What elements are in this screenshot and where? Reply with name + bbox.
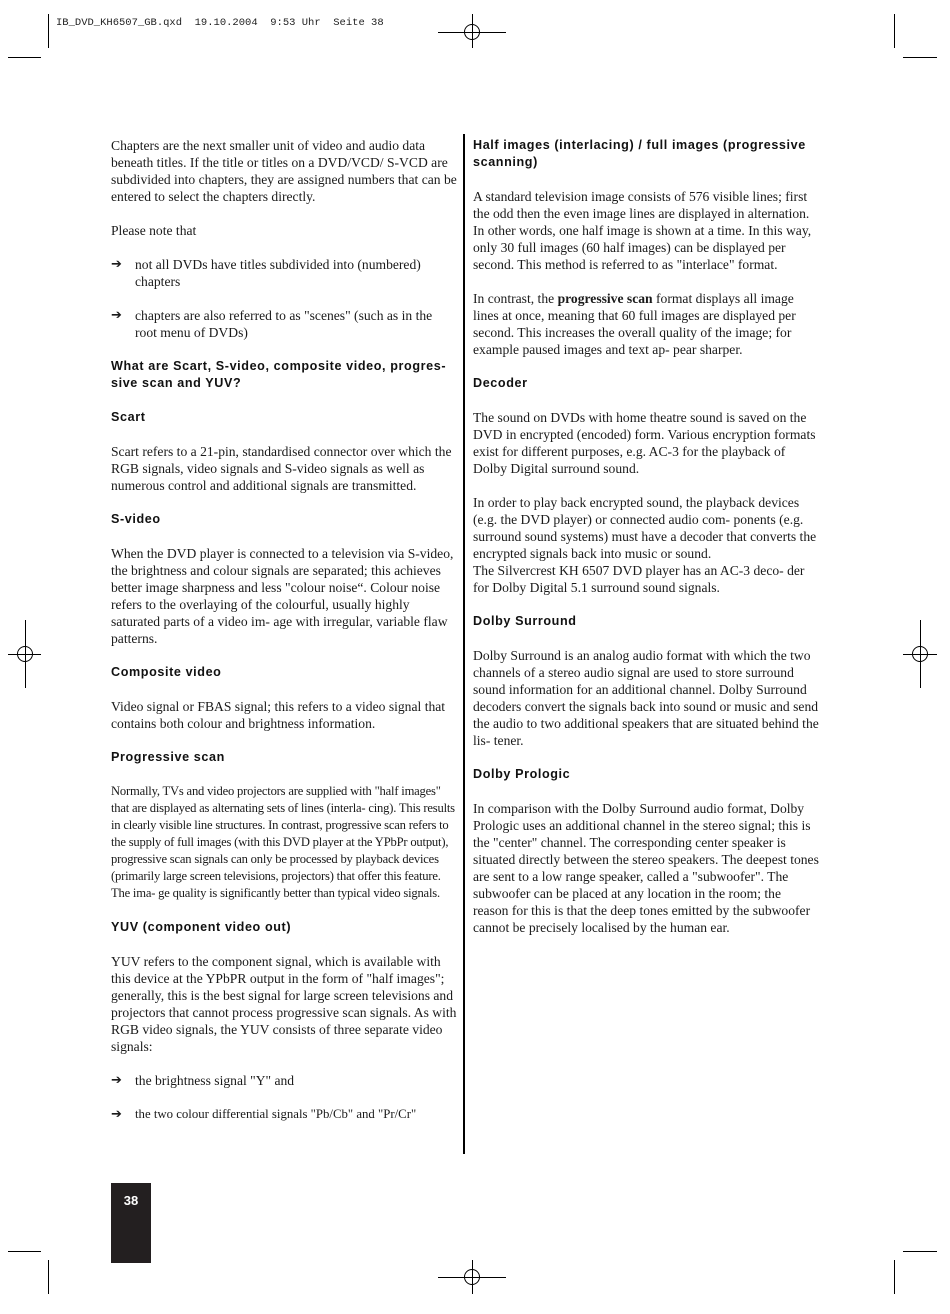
registration-mark-top	[464, 24, 480, 40]
note-bullet-text: not all DVDs have titles subdivided into (numbered) chapters	[135, 257, 421, 289]
svideo-heading: S-video	[111, 512, 161, 526]
registration-mark-left	[17, 646, 33, 662]
scart-paragraph: Scart refers to a 21-pin, standardised connector over which the RGB signals, video signals and S-video signals as well as numerous control and additional signals are transmitted.	[111, 444, 452, 493]
svideo-paragraph: When the DVD player is connected to a television via S-video, the brightness and colour signals are separated; this achieves better image sharpness and less "colour noise“. Colour noise refers to the overlaying of the colourful, usually highly saturated parts of a video im- age with irregular, variable flaw patterns.	[111, 546, 454, 646]
contrast-prefix: In contrast, the	[473, 291, 558, 306]
decoder-paragraph-1: The sound on DVDs with home theatre sound is saved on the DVD in encrypted (encoded) form. Various encryption formats exist for different purposes, e.g. AC-3 for the playback of Dolby Digital surround sound.	[473, 410, 816, 476]
half-images-paragraph: A standard television image consists of 576 visible lines; first the odd then the even image lines are displayed in alternation. In other words, one half image is shown at a time. In this way, only 30 full images (60 half images) can be displayed per second. This method is referred to as "interlace" format.	[473, 189, 812, 272]
column-divider	[463, 134, 465, 1154]
right-column	[473, 137, 819, 953]
dolby-surround-heading: Dolby Surround	[473, 614, 577, 628]
page-number: 38	[123, 1193, 139, 1208]
decoder-heading: Decoder	[473, 376, 528, 390]
crop-mark-top-left-v	[48, 14, 49, 48]
crop-mark-bottom-left-h	[8, 1251, 41, 1252]
note-bullet-text: chapters are also referred to as "scenes" (such as in the root menu of DVDs)	[135, 308, 433, 340]
composite-video-paragraph: Video signal or FBAS signal; this refers to a video signal that contains both colour and brightness information.	[111, 699, 446, 731]
crop-mark-bottom-right-v	[894, 1260, 895, 1294]
progressive-scan-paragraph: Normally, TVs and video projectors are supplied with "half images" that are displayed as alternating sets of lines (interla- cing). This results in clearly visible line structures. In contrast, progressive scan refers to the supply of full images (with this DVD player at the YPbPr output), progressive scan signals can only be processed by playback devices (primarily large screen televisions, projectors) that offer this feature. The ima- ge quality is significantly better than typical video signals.	[111, 784, 455, 900]
arrow-icon: ➔	[111, 1073, 122, 1088]
crop-mark-bottom-left-v	[48, 1260, 49, 1294]
yuv-bullet	[111, 1072, 457, 1089]
decoder-paragraph-3: The Silvercrest KH 6507 DVD player has an AC-3 deco- der for Dolby Digital 5.1 surround sound signals.	[473, 563, 805, 595]
what-are-heading: What are Scart, S-video, composite video, progres- sive scan and YUV?	[111, 359, 447, 390]
decoder-paragraph-2: In order to play back encrypted sound, the playback devices (e.g. the DVD player) or connected audio com- ponents (e.g. surround sound systems) must have a decoder that converts the encrypted signals back into music or sound.	[473, 495, 817, 561]
crop-mark-top-left-h	[8, 57, 41, 58]
crop-mark-top-right-h	[903, 57, 937, 58]
dolby-prologic-paragraph: In comparison with the Dolby Surround audio format, Dolby Prologic uses an additional channel in the stereo signal; this is the "center" channel. The corresponding center speaker is situated directly between the stereo speakers. The deepest tones are sent to a low range speaker, called a "subwoofer". The subwoofer can be placed at any location in the room; the reason for this is that the deep tones emitted by the subwoofer cannot be precisely localised by the human ear.	[473, 801, 819, 935]
composite-video-heading: Composite video	[111, 665, 222, 679]
progressive-scan-term: progressive scan	[557, 291, 653, 306]
left-column	[111, 137, 457, 1140]
progressive-scan-heading: Progressive scan	[111, 750, 225, 764]
progressive-contrast-paragraph	[473, 290, 819, 358]
arrow-icon: ➔	[111, 308, 122, 323]
contrast-suffix: format displays all image lines at once, meaning that 60 full images are displayed per second. This increases the overall quality of the image; for example paused images and text ap- pear sharper.	[473, 291, 796, 357]
arrow-icon: ➔	[111, 1107, 122, 1122]
scart-heading: Scart	[111, 410, 146, 424]
registration-mark-bottom	[464, 1269, 480, 1285]
yuv-bullet	[111, 1106, 457, 1123]
crop-mark-bottom-right-h	[903, 1251, 937, 1252]
dolby-surround-paragraph: Dolby Surround is an analog audio format with which the two channels of a stereo audio signal are used to store surround sound information for an additional channel. Dolby Surround decoders convert the signals back into sound or music and send the audio to two additional speakers that are situated behind the lis- tener.	[473, 648, 819, 748]
yuv-bullet-text: the two colour differential signals "Pb/Cb" and "Pr/Cr"	[135, 1107, 417, 1121]
half-images-heading: Half images (interlacing) / full images (progressive scanning)	[473, 138, 806, 169]
page-number-tab	[111, 1183, 151, 1263]
crop-mark-top-right-v	[894, 14, 895, 48]
print-slug: IB_DVD_KH6507_GB.qxd 19.10.2004 9:53 Uhr Seite 38	[56, 17, 384, 29]
note-bullet	[111, 256, 457, 290]
registration-mark-right	[912, 646, 928, 662]
chapters-paragraph: Chapters are the next smaller unit of video and audio data beneath titles. If the title or titles on a DVD/VCD/ S-VCD are subdivided into chapters, they are assigned numbers that can be entered to select the chapters directly.	[111, 138, 457, 204]
please-note-paragraph: Please note that	[111, 223, 197, 238]
yuv-heading: YUV (component video out)	[111, 920, 292, 934]
yuv-bullet-text: the brightness signal "Y" and	[135, 1073, 295, 1088]
note-bullet	[111, 307, 457, 341]
dolby-prologic-heading: Dolby Prologic	[473, 767, 571, 781]
arrow-icon: ➔	[111, 257, 122, 272]
yuv-paragraph: YUV refers to the component signal, which is available with this device at the YPbPR output in the form of "half images"; generally, this is the best signal for large screen televisions and projectors that cannot process progressive scan signals. As with RGB video signals, the YUV consists of three separate video signals:	[111, 954, 457, 1054]
